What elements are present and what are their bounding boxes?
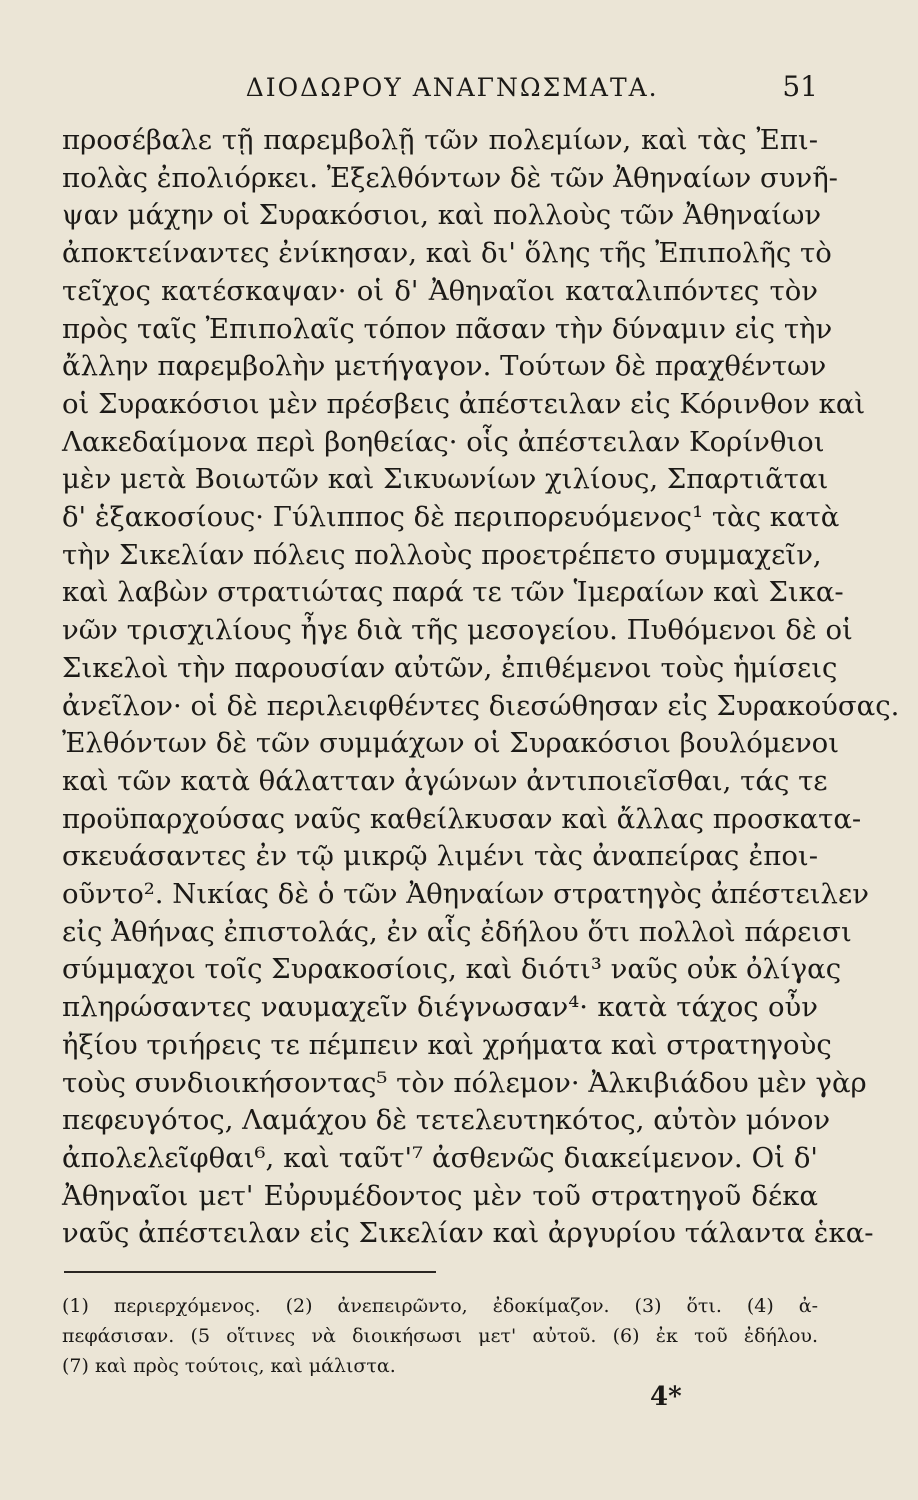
text-line: πληρώσαντες ναυμαχεῖν διέγνωσαν⁴· κατὰ τάχος οὖν (62, 991, 818, 1024)
text-line: Σικελοὶ τὴν παρουσίαν αὐτῶν, ἐπιθέμενοι τοὺς ἡμίσεις (62, 651, 838, 684)
footnote-rule (64, 1271, 436, 1273)
text-line: εἰς Ἀθήνας ἐπιστολάς, ἐν αἷς ἐδήλου ὅτι πολλοὶ πάρεισι (62, 915, 852, 948)
text-line: Λακεδαίμονα περὶ βοηθείας· οἷς ἀπέστειλαν Κορίνθιοι (62, 425, 825, 458)
footnote-line: πεφάσισαν. (5 οἵτινες νὰ διοικήσωσι μετ' αὐτοῦ. (6) ἐκ τοῦ ἐδήλου. (62, 1325, 818, 1348)
text-line: σύμμαχοι τοῖς Συρακοσίοις, καὶ διότι³ ναῦς οὐκ ὀλίγας (62, 953, 842, 986)
text-line: τὴν Σικελίαν πόλεις πολλοὺς προετρέπετο συμμαχεῖν, (62, 538, 822, 571)
text-line: τοὺς συνδιοικήσοντας⁵ τὸν πόλεμον· Ἀλκιβιάδου μὲν γὰρ (62, 1066, 867, 1099)
text-line: ἄλλην παρεμβολὴν μετήγαγον. Τούτων δὲ πραχθέντων (62, 350, 827, 383)
text-line: πεφευγότος, Λαμάχου δὲ τετελευτηκότος, αὐτὸν μόνον (62, 1104, 831, 1137)
text-line: τεῖχος κατέσκαψαν· οἱ δ' Ἀθηναῖοι καταλιπόντες τὸν (62, 274, 818, 307)
page-header (62, 70, 818, 122)
footnote-line: (7) καὶ πρὸς τούτοις, καὶ μάλιστα. (62, 1355, 396, 1378)
text-line: σκευάσαντες ἐν τῷ μικρῷ λιμένι τὰς ἀναπείρας ἐποι- (62, 840, 818, 873)
text-line: οἱ Συρακόσιοι μὲν πρέσβεις ἀπέστειλαν εἰς Κόρινθον καὶ (62, 387, 866, 420)
text-line: Ἀθηναῖοι μετ' Εὐρυμέδοντος μὲν τοῦ στρατηγοῦ δέκα (62, 1179, 818, 1212)
text-line: ἠξίου τριήρεις τε πέμπειν καὶ χρήματα καὶ στρατηγοὺς (62, 1028, 832, 1061)
page-number: 51 (782, 70, 818, 103)
signature-mark: 4* (650, 1382, 682, 1412)
text-line: ναῦς ἀπέστειλαν εἰς Σικελίαν καὶ ἀργυρίου τάλαντα ἑκα- (62, 1217, 874, 1250)
running-title: ΔΙΟΔΩΡΟΥ ΑΝΑΓΝΩΣΜΑΤΑ. (245, 73, 659, 102)
footnote-line: (1) περιερχόμενος. (2) ἀνεπειρῶντο, ἐδοκίμαζον. (3) ὅτι. (4) ἀ- (62, 1295, 818, 1318)
text-line: ψαν μάχην οἱ Συρακόσιοι, καὶ πολλοὺς τῶν Ἀθηναίων (62, 199, 822, 232)
footnotes (62, 1291, 818, 1381)
text-line: πρὸς ταῖς Ἐπιπολαῖς τόπον πᾶσαν τὴν δύναμιν εἰς τὴν (62, 312, 833, 345)
text-line: πολὰς ἐπολιόρκει. Ἐξελθόντων δὲ τῶν Ἀθηναίων συνῆ- (62, 161, 838, 194)
text-line: νῶν τρισχιλίους ἦγε διὰ τῆς μεσογείου. Πυθόμενοι δὲ οἱ (62, 614, 853, 647)
text-line: μὲν μετὰ Βοιωτῶν καὶ Σικυωνίων χιλίους, Σπαρτιᾶται (62, 463, 829, 496)
text-line: προϋπαρχούσας ναῦς καθείλκυσαν καὶ ἄλλας προσκατα- (62, 802, 862, 835)
text-line: ἀνεῖλον· οἱ δὲ περιλειφθέντες διεσώθησαν εἰς Συρακούσας. (62, 689, 900, 722)
text-line: προσέβαλε τῇ παρεμβολῇ τῶν πολεμίων, καὶ τὰς Ἐπι- (62, 124, 818, 156)
text-line: δ' ἑξακοσίους· Γύλιππος δὲ περιπορευόμενος¹ τὰς κατὰ (62, 501, 840, 534)
body-text (62, 122, 900, 1253)
text-line: οῦντο². Νικίας δὲ ὁ τῶν Ἀθηναίων στρατηγὸς ἀπέστειλεν (62, 878, 869, 911)
text-line: ἀποκτείναντες ἐνίκησαν, καὶ δι' ὅλης τῆς Ἐπιπολῆς τὸ (62, 237, 832, 270)
text-line: Ἐλθόντων δὲ τῶν συμμάχων οἱ Συρακόσιοι βουλόμενοι (62, 727, 840, 760)
text-line: ἀπολελεῖφθαι⁶, καὶ ταῦτ'⁷ ἀσθενῶς διακείμενον. Οἱ δ' (62, 1141, 818, 1174)
text-line: καὶ τῶν κατὰ θάλατταν ἀγώνων ἀντιποιεῖσθαι, τάς τε (62, 764, 828, 797)
text-line: καὶ λαβὼν στρατιώτας παρά τε τῶν Ἱμεραίων καὶ Σικα- (62, 576, 844, 609)
